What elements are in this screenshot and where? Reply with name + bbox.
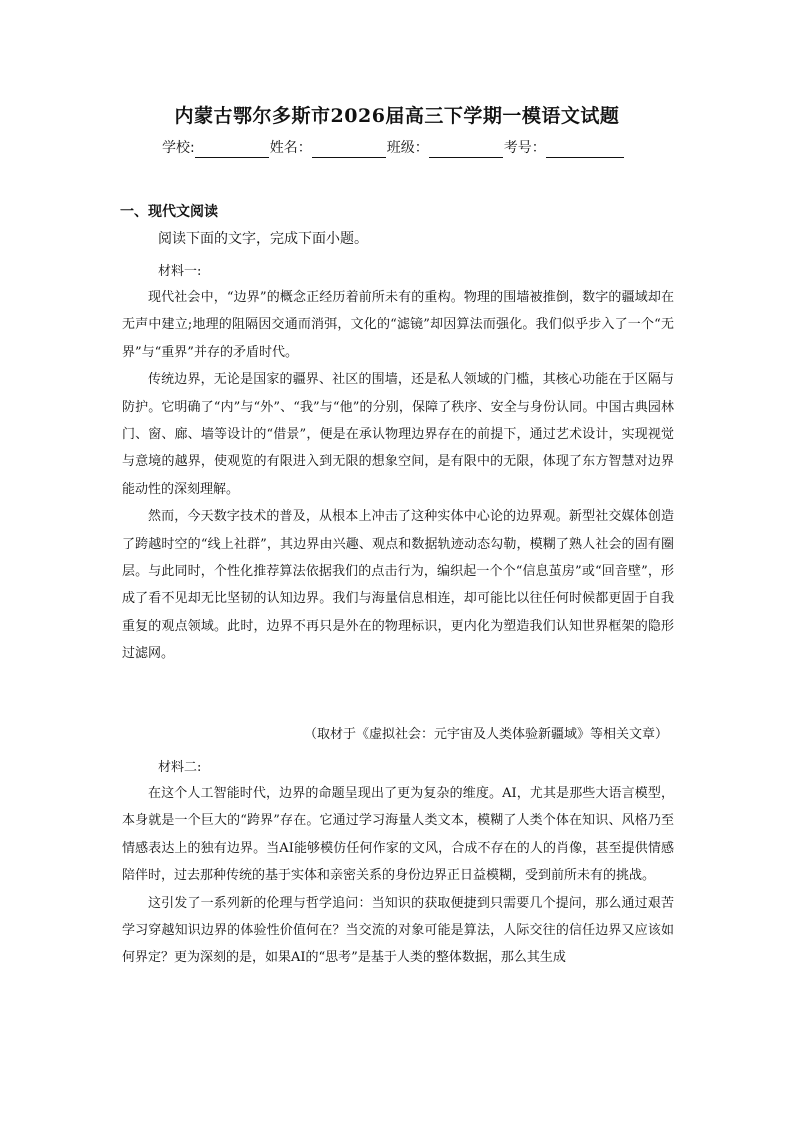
reading-instruction: 阅读下面的文字，完成下面小题。 [158,231,368,247]
material-one-label: 材料一: [158,264,202,279]
school-label: 学校: [162,140,195,156]
name-field [270,138,387,158]
material-one-paragraph: 然而，今天数字技术的普及，从根本上冲击了这种实体中心论的边界观。新型社交媒体创造了跨越时空的“线上社群”，其边界由兴趣、观点和数据轨迹动态勾勒，模糊了熟人社会的固有圈层。与此同时，个性化推荐算法依据我们的点击行为，编织起一个个“信息茧房”或“回音壁”，形成了看不见却无比坚韧的认知边界。我们与海量信息相连，却可能比以往任何时候都更固于自我重复的观点领域。此时，边界不再只是外在的物理标识，更内化为塑造我们认知世界框架的隐形过滤网。 [122,509,674,662]
class-label: 班级： [386,140,429,156]
material-one-body [122,284,674,668]
class-blank[interactable] [429,141,503,158]
school-blank[interactable] [195,141,269,158]
material-two-body [122,780,674,972]
school-field [162,138,270,158]
page-title: 内蒙古鄂尔多斯市2026届高三下学期一模语文试题 [174,105,620,127]
section-heading: 一、现代文阅读 [120,204,218,220]
name-blank[interactable] [312,141,386,158]
material-one-paragraph: 现代社会中，“边界”的概念正经历着前所未有的重构。物理的围墙被推倒，数字的疆域却在无声中建立;地理的阻隔因交通而消弭，文化的“滤镜”却因算法而强化。我们似乎步入了一个“无界”与“重界”并存的矛盾时代。 [122,290,674,360]
exam-no-blank[interactable] [546,141,624,158]
name-label: 姓名： [269,140,312,156]
exam-no-field [504,138,625,158]
student-info-line [162,138,625,158]
class-field [387,138,504,158]
exam-no-label: 考号： [503,140,546,156]
material-two-paragraph: 在这个人工智能时代，边界的命题呈现出了更为复杂的维度。AI，尤其是那些大语言模型，本身就是一个巨大的“跨界”存在。它通过学习海量人类文本，模糊了人类个体在知识、风格乃至情感表达上的独有边界。当AI能够模仿任何作家的文风，合成不存在的人的肖像，甚至提供情感陪伴时，过去那种传统的基于实体和亲密关系的身份边界正日益模糊，受到前所未有的挑战。 [122,786,674,884]
material-one-paragraph: 传统边界，无论是国家的疆界、社区的围墙，还是私人领域的门槛，其核心功能在于区隔与防护。它明确了“内”与“外”、“我”与“他”的分别，保障了秩序、安全与身份认同。中国古典园林门、窗、廊、墙等设计的“借景”，便是在承认物理边界存在的前提下，通过艺术设计，实现视觉与意境的越界，使观览的有限进入到无限的想象空间，是有限中的无限，体现了东方智慧对边界能动性的深刻理解。 [122,372,674,497]
material-two-label: 材料二: [158,760,202,775]
material-two-paragraph: 这引发了一系列新的伦理与哲学追问：当知识的获取便捷到只需要几个提问，那么通过艰苦学习穿越知识边界的体验性价值何在？当交流的对象可能是算法，人际交往的信任边界又应该如何界定？更为深刻的是，如果AI的“思考”是基于人类的整体数据，那么其生成 [122,895,674,966]
material-one-source: （取材于《虚拟社会：元宇宙及人类体验新疆域》等相关文章） [303,727,668,742]
